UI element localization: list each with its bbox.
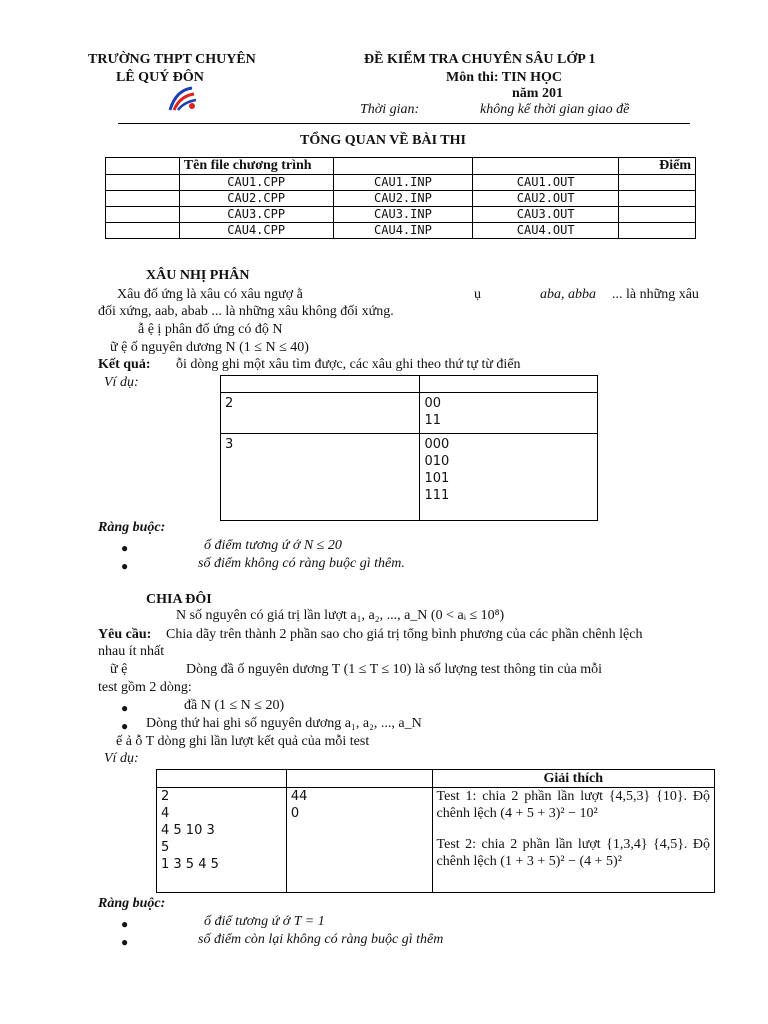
table-cell: CAU1.INP <box>333 175 473 191</box>
table-row <box>221 434 598 521</box>
problem1-example-table <box>220 375 598 521</box>
table-cell: CAU4.CPP <box>179 223 333 239</box>
problem2-example-label: Ví dụ: <box>104 751 139 766</box>
bullet-icon: ● <box>121 559 129 573</box>
problem2-constraint: số điểm còn lại không có ràng buộc gì thêm <box>198 932 444 947</box>
problem2-output-line: ế ả ỗ T dòng ghi lần lượt kết quả của mỗi test <box>116 734 370 749</box>
time-label: Thời gian: <box>360 102 420 117</box>
problem2-title: CHIA ĐÔI <box>146 592 212 607</box>
table-cell <box>619 223 696 239</box>
table-cell <box>106 191 180 207</box>
table-cell: CAU2.INP <box>333 191 473 207</box>
table-cell <box>619 207 696 223</box>
example-explanation-header: Giải thích <box>432 770 714 788</box>
overview-header-cell <box>473 158 619 175</box>
problem1-input: ữ ệ ố nguyên dương N (1 ≤ N ≤ 40) <box>110 340 309 355</box>
overview-header-cell <box>333 158 473 175</box>
problem2-constraints-label: Ràng buộc: <box>98 896 166 911</box>
example-input: 3 <box>221 434 420 521</box>
table-row <box>221 393 598 434</box>
table-cell: CAU2.CPP <box>179 191 333 207</box>
problem2-input-bullet: đầ N (1 ≤ N ≤ 20) <box>184 698 285 713</box>
table-cell <box>619 191 696 207</box>
spacer <box>437 822 710 836</box>
exam-title: ĐỀ KIỂM TRA CHUYÊN SÂU LỚP 1 <box>364 52 596 67</box>
problem1-line2: đối xứng, aab, abab ... là những xâu không đối xứng. <box>98 304 394 319</box>
table-cell <box>106 207 180 223</box>
problem2-constraint: ố điể tương ứ ớ T = 1 <box>204 914 325 929</box>
table-cell <box>106 175 180 191</box>
table-cell: CAU4.OUT <box>473 223 619 239</box>
problem1-line1: Xâu đố ứng là xâu có xâu ngượ ằ <box>117 287 303 302</box>
school-name-line1: TRƯỜNG THPT CHUYÊN <box>88 52 256 67</box>
table-cell: CAU3.OUT <box>473 207 619 223</box>
exam-year: năm 201 <box>512 86 563 101</box>
problem1-constraint: số điểm không có ràng buộc gì thêm. <box>198 556 405 571</box>
overview-header-row <box>106 158 696 175</box>
bullet-icon: ● <box>121 935 129 949</box>
example-explanation <box>432 788 714 893</box>
table-cell <box>221 376 420 393</box>
overview-table <box>105 157 696 239</box>
problem1-example-label: Ví dụ: <box>104 375 139 390</box>
problem2-input-text: Dòng đầ ố nguyên dương T (1 ≤ T ≤ 10) là số lượng test thông tin của mỗi <box>186 662 603 677</box>
example-explanation-test1: Test 1: chia 2 phần lần lượt {4,5,3} {10}. Độ chênh lệch (4 + 5 + 3)² − 10² <box>436 789 710 821</box>
example-input: 2 4 4 5 10 3 5 1 3 5 4 5 <box>157 788 287 893</box>
overview-header-cell <box>106 158 180 175</box>
school-name-line2: LÊ QUÝ ĐÔN <box>116 70 204 85</box>
overview-title: TỔNG QUAN VỀ BÀI THI <box>300 133 466 148</box>
table-cell: CAU1.CPP <box>179 175 333 191</box>
time-note: không kể thời gian giao đề <box>480 102 630 117</box>
table-row <box>106 191 696 207</box>
example-output: 000 010 101 111 <box>420 434 598 521</box>
example-output: 00 11 <box>420 393 598 434</box>
problem1-title: XÂU NHỊ PHÂN <box>146 268 250 283</box>
bullet-icon: ● <box>121 917 129 931</box>
school-logo-icon <box>162 84 200 114</box>
table-cell: CAU2.OUT <box>473 191 619 207</box>
table-cell <box>157 770 287 788</box>
table-cell: CAU3.CPP <box>179 207 333 223</box>
problem2-req-text2: nhau ít nhất <box>98 644 165 659</box>
overview-header-cell: Tên file chương trình <box>179 158 333 175</box>
exam-subject: Môn thi: TIN HỌC <box>446 70 563 85</box>
bullet-icon: ● <box>121 701 129 715</box>
problem1-result-text: ỗi dòng ghi một xâu tìm được, các xâu ghi theo thứ tự từ điển <box>176 357 521 372</box>
example-input: 2 <box>221 393 420 434</box>
example-output: 44 0 <box>286 788 432 893</box>
table-row <box>106 207 696 223</box>
header-divider <box>118 123 690 124</box>
bullet-icon: ● <box>121 719 129 733</box>
table-cell: CAU1.OUT <box>473 175 619 191</box>
problem1-constraint: ố điểm tương ứ ớ N ≤ 20 <box>204 538 342 553</box>
problem1-result-label: Kết quả: <box>98 357 151 372</box>
problem2-req-text: Chia dãy trên thành 2 phần sao cho giá trị tổng bình phương của các phần chênh lệch <box>166 627 643 642</box>
overview-header-cell: Điểm <box>619 158 696 175</box>
table-cell <box>106 223 180 239</box>
table-cell <box>619 175 696 191</box>
table-cell <box>286 770 432 788</box>
table-cell <box>420 376 598 393</box>
table-cell: CAU4.INP <box>333 223 473 239</box>
problem2-input-text2: test gồm 2 dòng: <box>98 680 192 695</box>
table-row <box>106 223 696 239</box>
problem1-constraints-label: Ràng buộc: <box>98 520 166 535</box>
bullet-icon: ● <box>121 541 129 555</box>
problem2-input-label: ữ ệ <box>110 662 128 677</box>
problem2-req-label: Yêu cầu: <box>98 627 152 642</box>
table-row <box>157 770 715 788</box>
problem1-line1-part: ụ <box>474 287 481 302</box>
problem2-input-bullet: Dòng thứ hai ghi số nguyên dương a₁, a₂, ..., a_N <box>146 716 422 731</box>
table-row <box>157 788 715 893</box>
problem2-example-table <box>156 769 715 893</box>
problem1-line1-end: ... là những xâu <box>612 287 699 302</box>
problem2-line1: N số nguyên có giá trị lần lượt a₁, a₂, ..., a_N (0 < aᵢ ≤ 10⁸) <box>176 608 505 623</box>
problem1-example-words: aba, abba <box>540 287 596 302</box>
table-cell: CAU3.INP <box>333 207 473 223</box>
problem1-line3: ẫ ệ ị phân đố ứng có độ N <box>138 322 283 337</box>
table-row <box>106 175 696 191</box>
example-explanation-test2: Test 2: chia 2 phần lần lượt {1,3,4} {4,5}. Độ chênh lệch (1 + 3 + 5)² − (4 + 5)² <box>436 837 710 869</box>
table-row <box>221 376 598 393</box>
